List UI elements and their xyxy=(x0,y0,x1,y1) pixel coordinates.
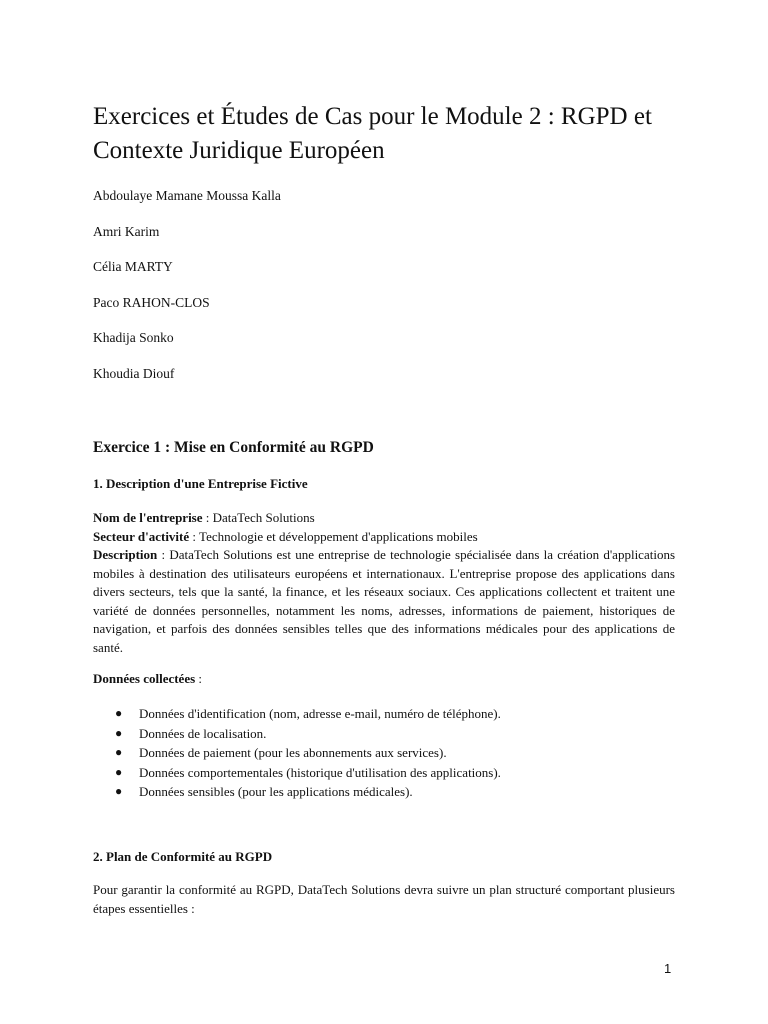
list-item-text: Données de paiement (pour les abonnements aux services). xyxy=(139,745,447,760)
collected-data-list xyxy=(113,704,501,802)
document-title: Exercices et Études de Cas pour le Module 2 : RGPD et Contexte Juridique Européen xyxy=(93,103,652,164)
company-name-row xyxy=(93,509,675,528)
list-item-text: Données d'identification (nom, adresse e-mail, numéro de téléphone). xyxy=(139,706,501,721)
company-name-label: Nom de l'entreprise xyxy=(93,510,203,525)
bullet-icon: ● xyxy=(115,745,123,759)
bullet-icon: ● xyxy=(115,764,123,779)
compliance-plan-paragraph: Pour garantir la conformité au RGPD, DataTech Solutions devra suivre un plan structuré comportant plusieurs étapes essentielles : xyxy=(93,882,675,916)
company-info xyxy=(93,509,675,657)
collected-data-label-text: Données collectées xyxy=(93,671,196,686)
list-item-text: Données de localisation. xyxy=(139,725,267,741)
company-name-value: : DataTech Solutions xyxy=(202,510,315,525)
author-name: Khadija Sonko xyxy=(93,330,174,345)
description-label: Description xyxy=(93,547,158,562)
description-row xyxy=(93,546,675,657)
list-item xyxy=(113,743,501,763)
bullet-icon: ● xyxy=(115,725,123,740)
author-name: Abdoulaye Mamane Moussa Kalla xyxy=(93,188,281,203)
sector-row xyxy=(93,528,675,547)
list-item xyxy=(113,763,501,783)
section-heading-description: 1. Description d'une Entreprise Fictive xyxy=(93,476,308,491)
author-name: Amri Karim xyxy=(93,223,160,239)
author-name: Paco RAHON-CLOS xyxy=(93,294,210,310)
bullet-icon: ● xyxy=(115,706,123,720)
list-item xyxy=(113,724,501,744)
sector-label: Secteur d'activité xyxy=(93,528,190,544)
section-heading-compliance-plan: 2. Plan de Conformité au RGPD xyxy=(93,849,273,864)
bullet-icon: ● xyxy=(115,784,123,798)
author-list xyxy=(93,187,281,400)
collected-data-label xyxy=(93,671,202,687)
page-number: 1 xyxy=(664,961,672,976)
author-name: Célia MARTY xyxy=(93,259,173,274)
list-item xyxy=(113,782,501,802)
exercise-heading: Exercice 1 : Mise en Conformité au RGPD xyxy=(93,439,374,456)
list-item-text: Données comportementales (historique d'utilisation des applications). xyxy=(139,764,501,780)
collected-data-colon: : xyxy=(195,671,203,686)
description-text: : DataTech Solutions est une entreprise de technologie spécialisée dans la création d'applications mobiles à destination des utilisateurs européens et internationaux. L'entreprise propose des applications dans divers secteurs, tels que la santé, la finance, et les réseaux sociaux. Ces applications collectent et traitent une variété de données personnelles, notamment les noms, adresses, informations de paiement, historiques de navigation, et parfois des données sensibles telles que des informations médicales pour des applications de santé. xyxy=(93,547,675,655)
list-item-text: Données sensibles (pour les applications médicales). xyxy=(139,784,413,799)
list-item xyxy=(113,704,501,724)
sector-value: : Technologie et développement d'applications mobiles xyxy=(189,528,478,544)
author-name: Khoudia Diouf xyxy=(93,365,175,381)
